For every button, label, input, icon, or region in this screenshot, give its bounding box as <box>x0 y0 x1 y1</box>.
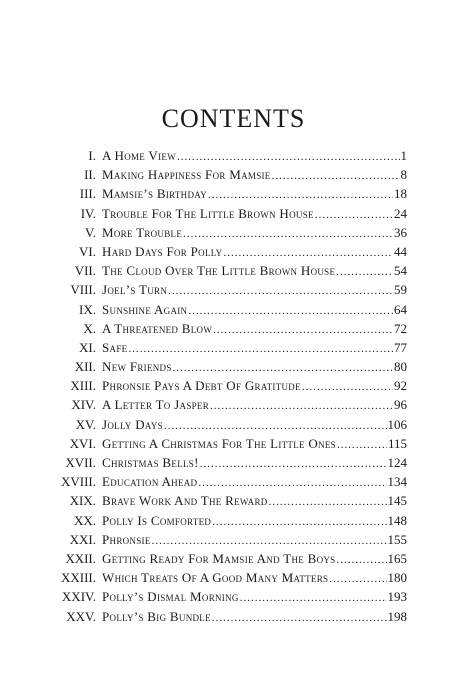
chapter-page-number: 180 <box>387 570 407 586</box>
chapter-numeral: XXIV. <box>61 589 96 605</box>
dot-leader <box>152 535 387 547</box>
chapter-title: Brave Work And The Reward <box>102 493 268 509</box>
chapter-page-number: 24 <box>394 205 407 221</box>
toc-entry <box>0 186 467 205</box>
chapter-numeral: VIII. <box>70 282 96 298</box>
chapter-page-number: 145 <box>387 493 407 509</box>
chapter-page-number: 44 <box>394 243 407 259</box>
dot-leader <box>198 477 386 489</box>
chapter-numeral: XI. <box>79 339 96 355</box>
chapter-title: The Cloud Over The Little Brown House <box>102 263 336 279</box>
chapter-numeral: XII. <box>74 359 96 375</box>
toc-entry <box>0 570 467 589</box>
chapter-page-number: 155 <box>387 531 407 547</box>
chapter-title: Polly’s Big Bundle <box>102 608 211 624</box>
toc-entry <box>0 321 467 340</box>
toc-entry <box>0 551 467 570</box>
chapter-title: A Home View <box>102 148 177 163</box>
toc-entry <box>0 167 467 186</box>
dot-leader <box>200 458 387 470</box>
dot-leader <box>272 170 400 182</box>
chapter-numeral: XVI. <box>69 435 96 451</box>
toc-entry <box>0 378 467 397</box>
chapter-numeral: XV. <box>75 416 96 432</box>
chapter-page-number: 165 <box>387 550 407 566</box>
chapter-title: Which Treats Of A Good Many Matters <box>102 570 329 586</box>
chapter-title: A Threatened Blow <box>102 320 213 336</box>
chapter-numeral: II. <box>84 167 96 183</box>
chapter-numeral: VI. <box>79 243 96 259</box>
toc-entry <box>0 532 467 551</box>
dot-leader <box>212 612 387 624</box>
chapter-page-number: 36 <box>394 224 407 240</box>
toc-entry <box>0 340 467 359</box>
dot-leader <box>337 554 387 566</box>
toc-entry <box>0 609 467 628</box>
toc-entry <box>0 474 467 493</box>
chapter-title: Trouble For The Little Brown House <box>102 205 314 221</box>
page-title: CONTENTS <box>161 104 306 133</box>
dot-leader <box>315 209 393 221</box>
chapter-numeral: XIX. <box>69 493 96 509</box>
chapter-page-number: 18 <box>394 186 407 202</box>
chapter-numeral: I. <box>88 148 96 163</box>
chapter-numeral: VII. <box>74 263 96 279</box>
chapter-numeral: XX. <box>73 512 96 528</box>
dot-leader <box>240 592 387 604</box>
chapter-page-number: 8 <box>400 167 407 183</box>
chapter-page-number: 72 <box>394 320 407 336</box>
dot-leader <box>223 247 393 259</box>
chapter-title: Safe <box>102 339 128 355</box>
dot-leader <box>337 439 387 451</box>
chapter-title: Making Happiness For Mamsie <box>102 167 271 183</box>
toc-entry <box>0 206 467 225</box>
chapter-numeral: IX. <box>79 301 96 317</box>
chapter-title: A Letter To Jasper <box>102 397 210 413</box>
toc-entry <box>0 302 467 321</box>
dot-leader <box>173 362 393 374</box>
dot-leader <box>212 516 386 528</box>
chapter-title: Phronsie Pays A Debt Of Gratitude <box>102 378 301 394</box>
dot-leader <box>213 324 393 336</box>
chapter-page-number: 54 <box>394 263 407 279</box>
dot-leader <box>177 151 399 163</box>
toc-entry <box>0 263 467 282</box>
chapter-page-number: 1 <box>400 148 407 163</box>
dot-leader <box>208 189 393 201</box>
toc-entry <box>0 589 467 608</box>
chapter-title: Christmas Bells! <box>102 455 199 470</box>
chapter-page-number: 148 <box>387 512 407 528</box>
chapter-page-number: 193 <box>387 589 407 605</box>
chapter-page-number: 115 <box>387 435 407 451</box>
chapter-numeral: XXII. <box>65 550 96 566</box>
chapter-title: Education Ahead <box>102 474 198 490</box>
toc-entry <box>0 148 467 167</box>
dot-leader <box>128 343 393 355</box>
chapter-page-number: 64 <box>394 301 407 317</box>
chapter-page-number: 106 <box>387 416 407 432</box>
chapter-numeral: XXV. <box>66 608 96 624</box>
chapter-title: Joel’s Turn <box>102 282 168 298</box>
toc-entry <box>0 493 467 512</box>
toc-entry <box>0 244 467 263</box>
toc-entry <box>0 282 467 301</box>
chapter-page-number: 96 <box>394 397 407 413</box>
dot-leader <box>183 228 393 240</box>
chapter-page-number: 92 <box>394 378 407 394</box>
chapter-numeral: XXI. <box>69 531 96 547</box>
chapter-title: Jolly Days <box>102 416 163 432</box>
chapter-numeral: XXIII. <box>60 570 96 586</box>
chapter-title: Getting Ready For Mamsie And The Boys <box>102 550 336 566</box>
chapter-numeral: XIV. <box>71 397 96 413</box>
chapter-numeral: X. <box>83 320 96 336</box>
table-of-contents <box>0 148 467 628</box>
chapter-page-number: 80 <box>394 359 407 375</box>
chapter-page-number: 198 <box>387 608 407 624</box>
dot-leader <box>302 381 393 393</box>
toc-entry <box>0 397 467 416</box>
chapter-numeral: IV. <box>80 205 96 221</box>
toc-entry <box>0 417 467 436</box>
chapter-page-number: 59 <box>394 282 407 298</box>
chapter-title: Phronsie <box>102 531 151 547</box>
chapter-title: Mamsie’s Birthday <box>102 186 208 202</box>
chapter-page-number: 134 <box>387 474 407 490</box>
chapter-page-number: 77 <box>394 339 407 355</box>
chapter-title: Getting A Christmas For The Little Ones <box>102 435 336 451</box>
chapter-title: Sunshine Again <box>102 301 188 317</box>
chapter-title: New Friends <box>102 359 172 375</box>
chapter-title: More Trouble <box>102 224 183 240</box>
dot-leader <box>329 573 386 585</box>
chapter-title: Hard Days For Polly <box>102 243 223 259</box>
chapter-numeral: XVIII. <box>60 474 96 490</box>
chapter-title: Polly’s Dismal Morning <box>102 589 239 605</box>
toc-entry <box>0 359 467 378</box>
dot-leader <box>336 266 393 278</box>
chapter-title: Polly Is Comforted <box>102 512 212 528</box>
chapter-numeral: V. <box>85 224 96 240</box>
dot-leader <box>164 420 387 432</box>
dot-leader <box>210 400 393 412</box>
toc-entry <box>0 455 467 474</box>
chapter-numeral: XVII. <box>65 455 96 470</box>
chapter-numeral: XIII. <box>70 378 96 394</box>
chapter-numeral: III. <box>79 186 96 202</box>
chapter-page-number: 124 <box>387 455 407 470</box>
dot-leader <box>168 285 393 297</box>
dot-leader <box>188 305 393 317</box>
toc-entry <box>0 513 467 532</box>
toc-entry <box>0 436 467 455</box>
toc-entry <box>0 225 467 244</box>
dot-leader <box>269 496 387 508</box>
